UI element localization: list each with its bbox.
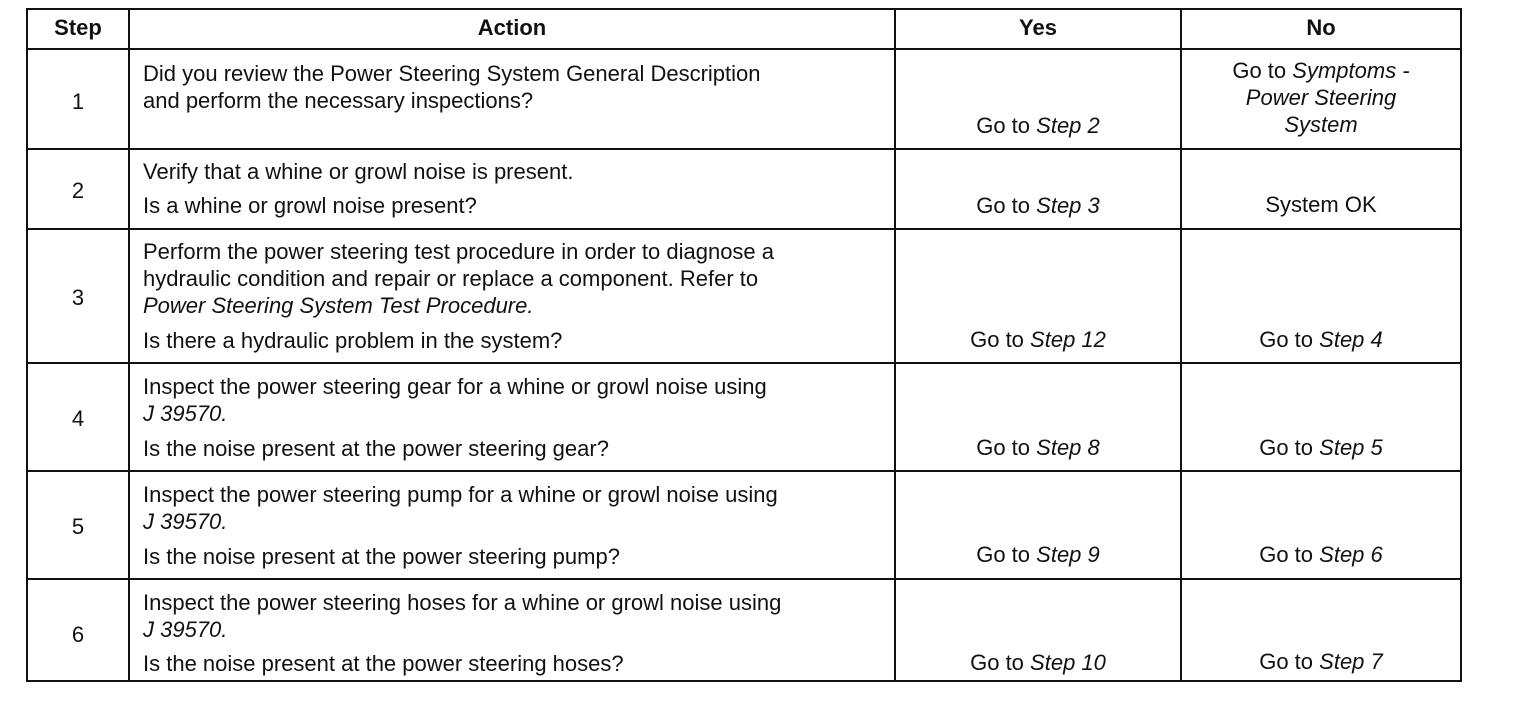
header-step: Step [54, 15, 102, 40]
no-result: Go to Symptoms - [1232, 58, 1410, 83]
yes-result: Go to Step 2 [976, 113, 1100, 138]
row-divider [26, 228, 1462, 230]
yes-result: Go to Step 12 [970, 327, 1106, 352]
no-step-ref: Step 7 [1319, 649, 1383, 674]
step-number: 2 [71, 178, 85, 203]
no-result: Go to Step 5 [1259, 435, 1383, 460]
no-step-ref: Step 4 [1319, 327, 1383, 352]
yes-result: Go to Step 9 [976, 542, 1100, 567]
yes-result: Go to Step 8 [976, 435, 1100, 460]
tool-reference: J 39570. [143, 509, 228, 534]
action-text: Perform the power steering test procedure in order to diagnose a [143, 239, 775, 264]
action-text: Verify that a whine or growl noise is present. [143, 159, 574, 184]
question-text: Is the noise present at the power steering hoses? [143, 651, 624, 676]
no-result: System OK [1265, 192, 1377, 217]
tool-reference: J 39570. [143, 401, 228, 426]
step-number: 1 [71, 89, 85, 114]
no-result: Go to Step 4 [1259, 327, 1383, 352]
no-step-ref: Step 6 [1319, 542, 1383, 567]
action-text: Inspect the power steering hoses for a whine or growl noise using [143, 590, 782, 615]
tool-reference: J 39570. [143, 617, 228, 642]
yes-result: Go to Step 10 [970, 650, 1106, 675]
step-number: 3 [71, 285, 85, 310]
row-divider [26, 578, 1462, 580]
column-divider [128, 8, 130, 682]
no-step-ref: Step 5 [1319, 435, 1383, 460]
no-ref-link: System [1284, 112, 1358, 137]
header-no: No [1306, 15, 1336, 40]
header-action: Action [477, 15, 547, 40]
no-result: Go to Step 6 [1259, 542, 1383, 567]
row-divider [26, 148, 1462, 150]
action-text: Inspect the power steering pump for a whine or growl noise using [143, 482, 778, 507]
action-text: and perform the necessary inspections? [143, 88, 534, 113]
step-number: 6 [71, 622, 85, 647]
action-text: Inspect the power steering gear for a whine or growl noise using [143, 374, 767, 399]
step-number: 4 [71, 406, 85, 431]
question-text: Is the noise present at the power steering pump? [143, 544, 620, 569]
question-text: Is a whine or growl noise present? [143, 193, 477, 218]
no-ref-link: Symptoms - [1292, 58, 1410, 83]
header-yes: Yes [1019, 15, 1057, 40]
yes-step-ref: Step 9 [1036, 542, 1100, 567]
yes-step-ref: Step 10 [1030, 650, 1106, 675]
yes-step-ref: Step 12 [1030, 327, 1106, 352]
row-divider [26, 470, 1462, 472]
no-ref-link: Power Steering [1245, 85, 1397, 110]
question-text: Is there a hydraulic problem in the system? [143, 328, 563, 353]
no-result: Go to Step 7 [1259, 649, 1383, 674]
yes-step-ref: Step 2 [1036, 113, 1100, 138]
step-number: 5 [71, 514, 85, 539]
yes-step-ref: Step 8 [1036, 435, 1100, 460]
row-divider [26, 48, 1462, 50]
yes-step-ref: Step 3 [1036, 193, 1100, 218]
question-text: Is the noise present at the power steering gear? [143, 436, 609, 461]
row-divider [26, 362, 1462, 364]
reference-link: Power Steering System Test Procedure. [143, 293, 534, 318]
action-text: Did you review the Power Steering System General Description [143, 61, 761, 86]
yes-result: Go to Step 3 [976, 193, 1100, 218]
action-text: hydraulic condition and repair or replace a component. Refer to [143, 266, 759, 291]
